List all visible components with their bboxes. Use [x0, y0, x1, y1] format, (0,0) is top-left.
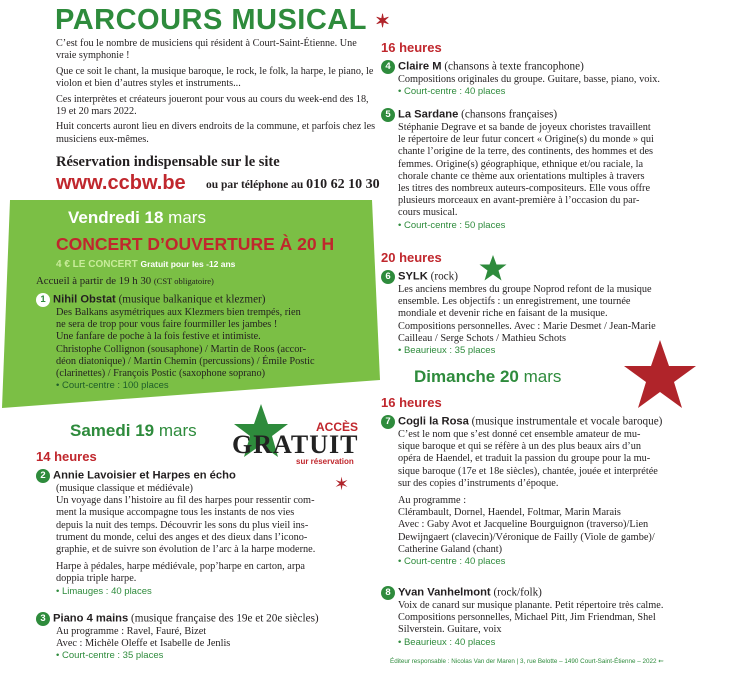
- friday-heading: Vendredi 18 mars: [68, 208, 206, 227]
- genre: (musique classique et médiévale): [56, 483, 193, 494]
- event-item-8: 8 Yvan Vanhelmont (rock/folk) Voix de canard sur musique planante. Petit répertoire très calme. Compositions personnelles, Michael Pitt, Jim Friendman, Shel Silverstein. Guitare, voix • Beaurieux : 40 places: [381, 586, 726, 649]
- phone-prefix: ou par téléphone au: [206, 179, 304, 191]
- intro-paragraph: Ces interprètes et créateurs joueront pour vous au cours du week-end des 18, 19 et 20 mars 2022.: [56, 93, 369, 118]
- number-badge: 5: [381, 108, 395, 122]
- intro-paragraph: Huit concerts auront lieu en divers endroits de la commune, et parfois chez les musiciens eux-mêmes.: [56, 121, 376, 145]
- number-badge: 4: [381, 60, 395, 74]
- genre: (rock/folk): [493, 586, 542, 599]
- phone-number: 010 62 10 30: [306, 177, 380, 192]
- page-title: PARCOURS MUSICAL ✶: [55, 4, 391, 36]
- sur-reservation-label: sur réservation: [296, 457, 354, 466]
- artist-name: Yvan Vanhelmont: [398, 586, 491, 599]
- star-icon: ✶: [375, 10, 391, 31]
- reservation-heading: Réservation indispensable sur le site: [56, 154, 280, 170]
- artist-name: Claire M: [398, 60, 442, 73]
- location: • Beaurieux : 40 places: [398, 636, 496, 648]
- genre: (chansons françaises): [461, 108, 558, 121]
- intro-paragraph: C’est fou le nombre de musiciens qui résident à Court-Saint-Étienne. Une vraie symphonie !: [56, 38, 357, 62]
- gratuit-label: GRATUIT: [232, 430, 359, 459]
- location: • Court-centre : 40 places: [398, 556, 506, 568]
- genre: (musique balkanique et klezmer): [118, 293, 266, 306]
- concert-title: CONCERT D’OUVERTURE À 20 H: [56, 234, 335, 254]
- artist-name: La Sardane: [398, 108, 459, 121]
- arrow-icon: ⇜: [658, 658, 664, 665]
- location: • Court-centre : 100 places: [56, 380, 169, 392]
- artist-name: Annie Lavoisier et Harpes en écho: [53, 469, 236, 482]
- website-link[interactable]: www.ccbw.be: [56, 172, 186, 194]
- genre: (musique française des 19e et 20e siècles): [131, 612, 319, 625]
- welcome-line: Accueil à partir de 19 h 30 (CST obligatoire): [36, 275, 214, 287]
- location: • Court-centre : 40 places: [398, 86, 506, 98]
- acces-label: ACCÈS: [316, 420, 359, 434]
- location: • Court-centre : 50 places: [398, 219, 506, 231]
- hour-heading: 14 heures: [36, 449, 97, 464]
- sunday-heading: Dimanche 20 mars: [414, 367, 562, 386]
- intro-paragraph: Que ce soit le chant, la musique baroque, le rock, le folk, la harpe, le piano, le violon et bien d’autres styles et instruments...: [56, 65, 374, 90]
- location: • Limauges : 40 places: [56, 585, 152, 597]
- event-item-2: 2 Annie Lavoisier et Harpes en écho (musique classique et médiévale) Un voyage dans l’histoire au fil des harpes pour ressentir com- ment la musique accompagne tous les instants de nos vies depuis la nuit des temps. Découvrir les sons du plus vieil ins- trument du monde, celui des anges et des dieux dans l’icono- graphie, et de suivre son évolution de l’arc à la harpe moderne. Harpe à pédales, harpe médiévale, pop’harpe en carton, arpa doppia triple harpe. • Limauges : 40 places: [36, 469, 366, 598]
- artist-name: Cogli la Rosa: [398, 415, 469, 428]
- footer-publisher: Éditeur responsable : Nicolas Van der Maren | 3, rue Belotte – 1490 Court-Saint-Étienne – 2022 ⇜: [390, 658, 664, 665]
- event-item-7: 7 Cogli la Rosa (musique instrumentale et vocale baroque) C’est le nom que s’est donné cet ensemble amateur de mu- sique baroque et qui se réfère à un des plus beaux airs d’un opéra de Haendel, et traduit la passion du groupe pour la mu- sique baroque (17e et 18e siècles), chantée, jouée et interprétée sur des copies d’instruments d’époque. Au programme : Clérambault, Dornel, Haendel, Foltmar, Marin Marais Avec : Gaby Avot et Jacqueline Bourguignon (traverso)/Lien Dewijngaert (clavecin)/Véronique de Failly (Viole de gambe)/ Catherine Galand (chant) • Court-centre : 40 places: [381, 415, 726, 568]
- hour-heading: 16 heures: [381, 40, 442, 55]
- number-badge: 3: [36, 612, 50, 626]
- star-icon: ✶: [334, 474, 350, 494]
- artist-name: Piano 4 mains: [53, 612, 129, 625]
- number-badge: 6: [381, 270, 395, 284]
- number-badge: 8: [381, 586, 395, 600]
- number-badge: 1: [36, 293, 50, 307]
- genre: (musique instrumentale et vocale baroque): [471, 415, 663, 428]
- genre: (chansons à texte francophone): [444, 60, 584, 73]
- event-item-6: 6 SYLK (rock) Les anciens membres du groupe Noprod refont de la musique ensemble. Les objectifs : un enregistrement, une tournée mondiale et devenir riche en faisant de la musique. Compositions personnelles. Avec : Marie Desmet / Jean-Marie Cailleau / Serge Schots / Mathieu Schots • Beaurieux : 35 places: [381, 270, 721, 357]
- event-item-1: 1 Nihil Obstat (musique balkanique et klezmer) Des Balkans asymétriques aux Klezmers bien trempés, rien ne sera de trop pour vous faire fourmiller les jambes ! Une fanfare de poche à la fois festive et intimiste. Christophe Collignon (sousaphone) / Martin de Roos (accor- déon diatonique) / Martin Chemin (percussions) / Émile Postic (clarinettes) / François Postic (saxophone soprano) • Court-centre : 100 places: [36, 293, 366, 392]
- number-badge: 7: [381, 415, 395, 429]
- event-item-5: 5 La Sardane (chansons françaises) Stéphanie Degrave et sa bande de joyeux choristes travaillent le répertoire de leur futur concert « Origine(s) du monde » qui chante l’origine de la terre, des continents, des hommes et des femmes. Origine(s) géographique, ethnique et/ou raciale, la chorale chante ce thème aux orientations multiples à travers les titres des nombreux auteurs-compositeurs. Elle vous offre plusieurs morceaux en avant-première à l’occasion du par- cours musical. • Court-centre : 50 places: [381, 108, 721, 232]
- genre: (rock): [430, 270, 458, 283]
- artist-name: SYLK: [398, 270, 428, 283]
- event-item-4: 4 Claire M (chansons à texte francophone) Compositions originales du groupe. Guitare, basse, piano, voix. • Court-centre : 40 places: [381, 60, 716, 98]
- price-line: 4 € LE CONCERT Gratuit pour les -12 ans: [56, 259, 236, 270]
- hour-heading: 16 heures: [381, 395, 442, 410]
- number-badge: 2: [36, 469, 50, 483]
- intro-text: [56, 38, 376, 149]
- event-item-3: 3 Piano 4 mains (musique française des 19e et 20e siècles) Au programme : Ravel, Fauré, Bizet Avec : Michèle Oleffe et Isabelle de Jenlis • Court-centre : 35 places: [36, 612, 376, 663]
- hour-heading: 20 heures: [381, 250, 442, 265]
- artist-name: Nihil Obstat: [53, 293, 116, 306]
- phone-line: [206, 177, 380, 193]
- location: • Beaurieux : 35 places: [398, 345, 496, 357]
- saturday-heading: Samedi 19 mars: [70, 421, 197, 440]
- location: • Court-centre : 35 places: [56, 650, 164, 662]
- red-star-icon: [622, 338, 698, 410]
